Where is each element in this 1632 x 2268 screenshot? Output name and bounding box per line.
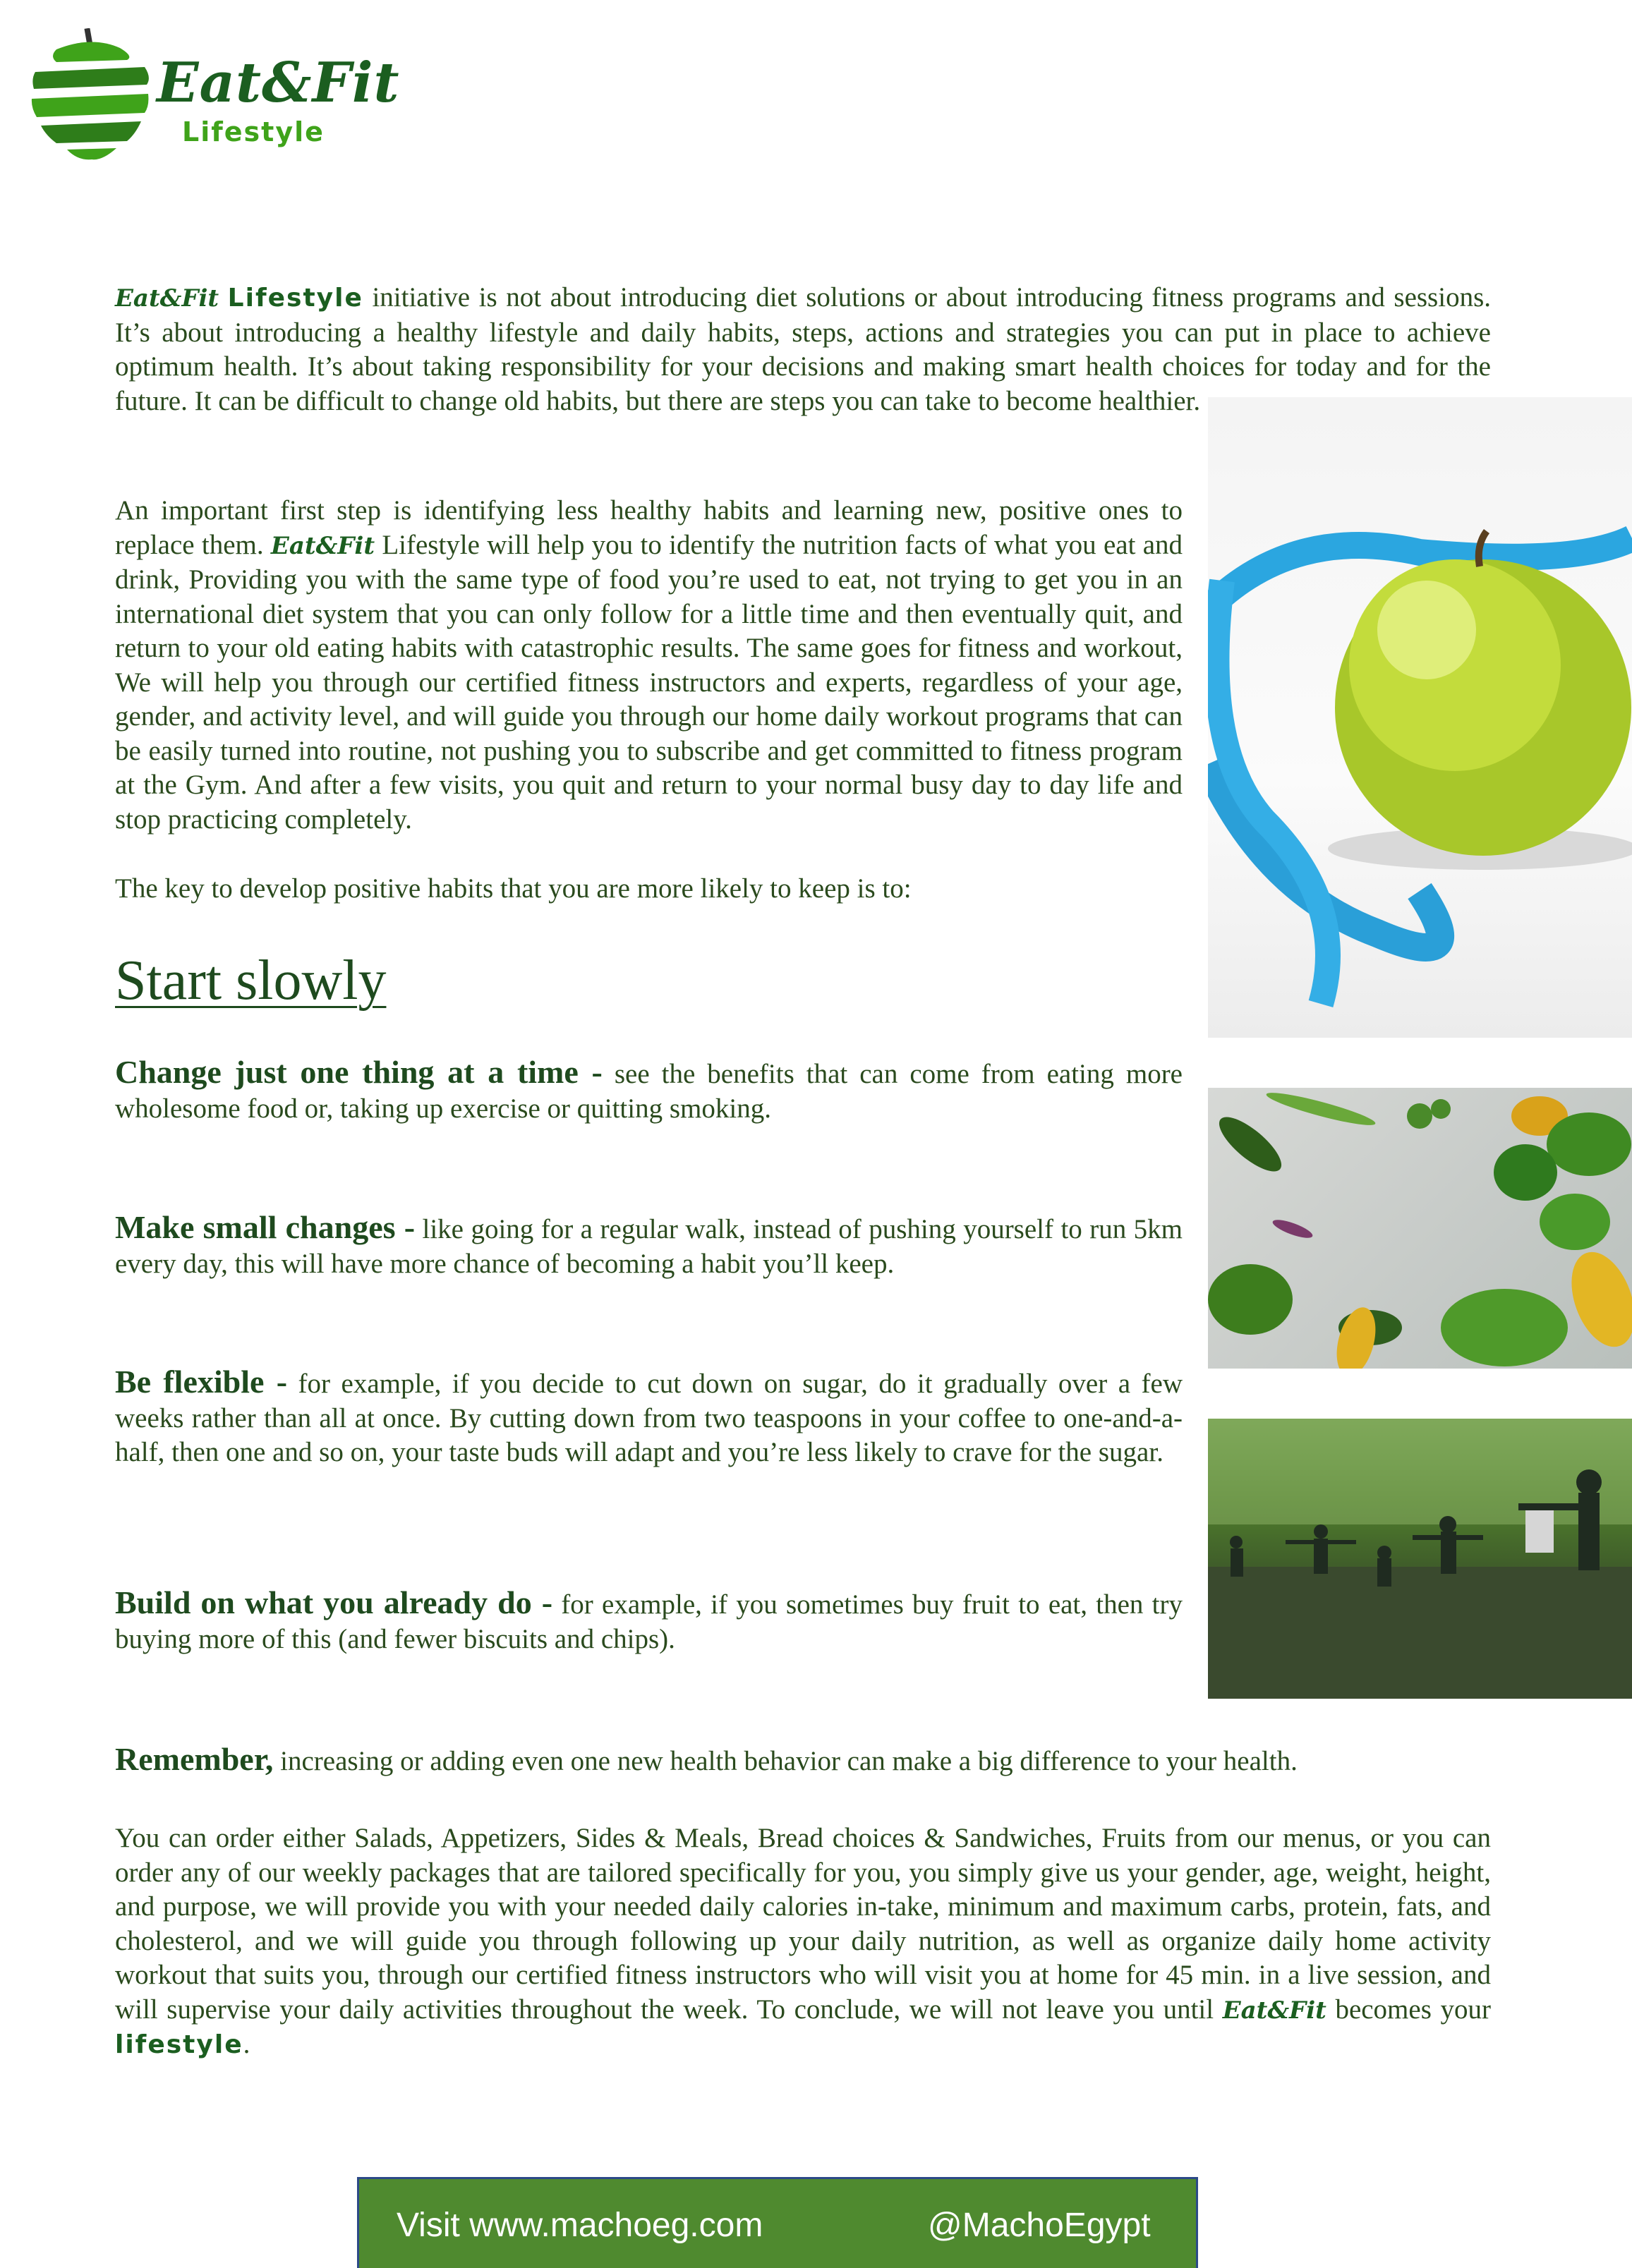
apple-photo [1208,397,1632,1038]
logo-tagline: Lifestyle [182,116,325,147]
para2-before: An important first step is identifying less healthy habits and learning new, positive ones to replace them. [115,495,1183,560]
apple-logo-icon [28,28,155,169]
tip-text: see the benefits that can come from eating more wholesome food or, taking up exercise or quitting smoking. [115,1059,1183,1124]
closing-paragraph [115,1821,1491,2063]
tip-text: like going for a regular walk, instead of pushing yourself to run 5km every day, this will have more chance of becoming a habit you’ll keep. [115,1214,1183,1279]
nutrition-paragraph [115,494,1183,837]
closing-end: . [243,2029,250,2059]
footer-banner [357,2177,1198,2268]
closing-text: You can order either Salads, Appetizers, Sides & Meals, Bread choices & Sandwiches, Fruits from our menus, or you can order any of our weekly packages that are tailored specifically for you, you simply give us your gender, age, weight, height, and purpose, we will provide you with your needed daily calories in-take, minimum and maximum carbs, protein, fats, and cholesterol, and we will guide you through following up your daily nutrition, as well as organize daily home activity workout that suits you, through our certified fitness instructors who will visit you at home for 45 min. in a live session, and will supervise your daily activities throughout the week. To conclude, we will not leave you until [115,1823,1491,2025]
inline-brand-suffix: Lifestyle [227,284,363,313]
yoga-photo [1208,1419,1632,1699]
social-handle[interactable]: @MachoEgypt [928,2207,1151,2244]
remember-text: increasing or adding even one new health behavior can make a big difference to your health. [280,1746,1298,1776]
tip-text: for example, if you decide to cut down on sugar, do it gradually over a few weeks rather than all at once. By cutting down from two teaspoons in your coffee to one-and-a-half, then one and so on, your taste buds will adapt and you’re less likely to crave for the sugar. [115,1369,1183,1467]
website-link[interactable]: Visit www.machoeg.com [397,2207,763,2244]
para2-after: Lifestyle will help you to identify the nutrition facts of what you eat and drink, Providing you with the same type of food you’re used to eat, not trying to get you in an international diet system that you can only follow for a little time and then eventually quit, and return to your old eating habits with catastrophic results. The same goes for fitness and workout, We will help you through our certified fitness instructors and experts, regardless of your age, gender, and activity level, and will guide you through our home daily workout programs that can be easily turned into routine, not pushing you to subscribe and get committed to fitness program at the Gym. And after a few visits, you quit and return to your normal busy day to day life and stop practicing completely. [115,529,1183,835]
tip-2 [115,1211,1183,1281]
inline-brand: Eat&Fit [115,284,219,313]
tip-1 [115,1055,1183,1126]
tip-title: Change just one thing at a time - [115,1054,603,1090]
inline-brand: Eat&Fit [270,531,375,560]
intro-text: initiative is not about introducing diet solutions or about introducing fitness programs and sessions. It’s about introducing a healthy lifestyle and daily habits, steps, actions and strategies you can put in place to achieve optimum health. It’s about taking responsibility for your decisions and making smart health choices for today and for the future. It can be difficult to change old habits, but there are steps you can take to become healthier. [115,282,1491,416]
inline-lifestyle: lifestyle [115,2030,243,2059]
vegetables-photo [1208,1088,1632,1369]
key-line: The key to develop positive habits that you are more likely to keep is to: [115,873,912,904]
logo-brand-text: Eat&Fit [157,51,400,115]
tip-title: Be flexible - [115,1364,288,1400]
section-heading: Start slowly [115,950,387,1012]
tip-3 [115,1365,1183,1470]
remember-line [115,1742,1491,1779]
remember-title: Remember, [115,1741,274,1777]
logo [28,28,400,169]
inline-brand: Eat&Fit [1222,1996,1326,2025]
tip-4 [115,1586,1183,1656]
tip-title: Build on what you already do - [115,1584,553,1620]
tip-text: for example, if you sometimes buy fruit to eat, then try buying more of this (and fewer biscuits and chips). [115,1589,1183,1654]
tip-title: Make small changes - [115,1209,416,1245]
closing-middle: becomes your [1335,1994,1491,2025]
